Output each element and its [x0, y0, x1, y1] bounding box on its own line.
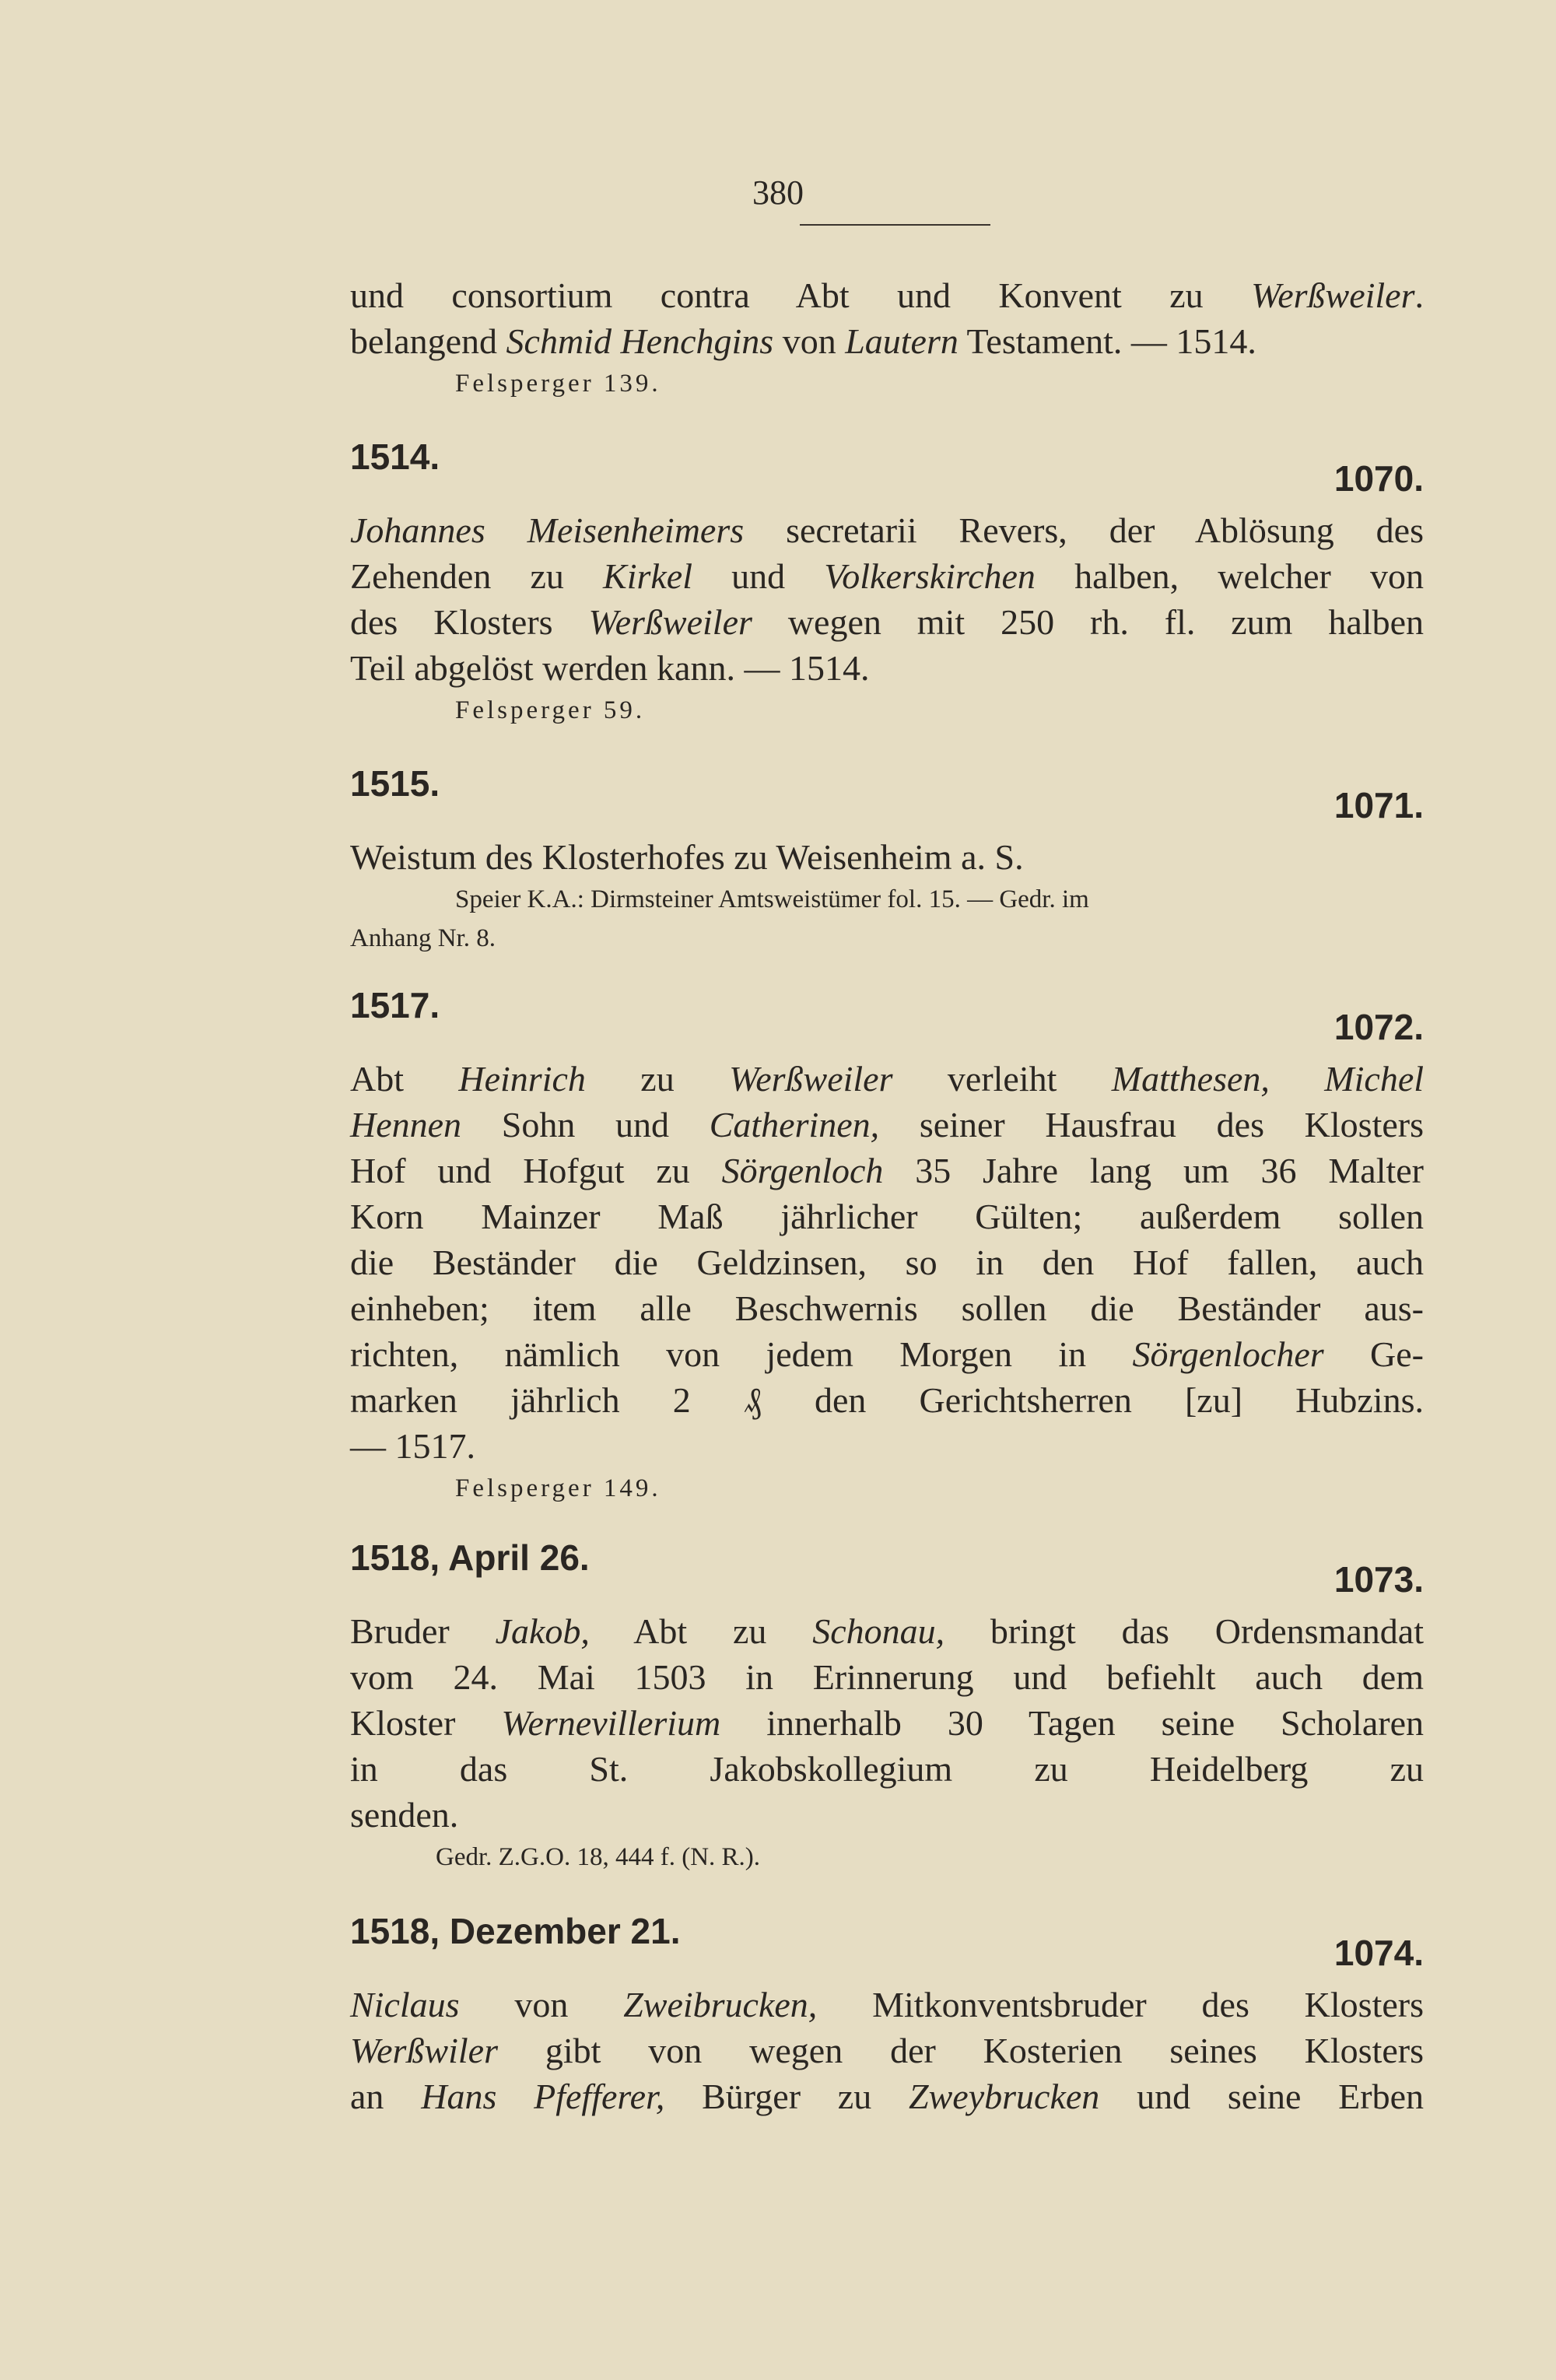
text-line: Zehenden zu Kirkel und Volkerskirchen halben, welcher von: [350, 556, 1425, 596]
entry-number: 1070.: [1333, 458, 1424, 499]
text-line: einheben; item alle Beschwernis sollen die Beständer aus-: [350, 1288, 1424, 1328]
text-line: des Klosters Werßweiler wegen mit 250 rh. fl. zum halben: [350, 602, 1425, 642]
entry-1071: [350, 762, 1424, 958]
text-line: die Beständer die Geldzinsen, so in den Hof fallen, auch: [350, 1243, 1424, 1282]
entry-1073: [350, 1537, 1424, 1877]
entry-date: 1517.: [350, 985, 440, 1025]
text-line: vom 24. Mai 1503 in Erinnerung und befiehlt auch dem: [350, 1657, 1424, 1697]
source-citation: Speier K.A.: Dirmsteiner Amtsweistümer fol. 15. — Gedr. im: [455, 885, 1089, 913]
text-line: Korn Mainzer Maß jährlicher Gülten; außerdem sollen: [350, 1197, 1424, 1236]
text-line: richten, nämlich von jedem Morgen in Sörgenlocher Ge-: [350, 1334, 1424, 1374]
text-line: in das St. Jakobskollegium zu Heidelberg zu: [350, 1749, 1424, 1789]
entry-number: 1073.: [1333, 1559, 1424, 1600]
text-line: Teil abgelöst werden kann. — 1514.: [350, 648, 870, 688]
source-citation: Gedr. Z.G.O. 18, 444 f. (N. R.).: [436, 1843, 761, 1871]
text-line: Bruder Jakob, Abt zu Schonau, bringt das Ordensmandat: [350, 1611, 1424, 1651]
page-number-rule: [800, 224, 990, 226]
text-line: Hof und Hofgut zu Sörgenloch 35 Jahre lang um 36 Malter: [350, 1151, 1424, 1190]
entry-1074: [350, 1910, 1424, 2119]
intro-continuation: [350, 272, 1424, 403]
page-number: 380: [752, 174, 804, 212]
text-line: marken jährlich 2 ₰ den Gerichtsherren [zu] Hubzins.: [350, 1380, 1424, 1420]
source-citation: Felsperger 149.: [455, 1474, 661, 1502]
text-line: Abt Heinrich zu Werßweiler verleiht Matthesen, Michel: [350, 1059, 1425, 1099]
text-line: senden.: [350, 1795, 459, 1835]
entry-date: 1514.: [350, 436, 440, 477]
text-line: belangend Schmid Henchgins von Lautern Testament. — 1514.: [350, 321, 1256, 361]
source-citation: Felsperger 59.: [455, 696, 646, 724]
text-line: Weistum des Klosterhofes zu Weisenheim a. S.: [350, 837, 1024, 877]
text-line: Hennen Sohn und Catherinen, seiner Hausfrau des Klosters: [350, 1105, 1424, 1144]
entry-1072: [350, 984, 1424, 1508]
source-citation: Anhang Nr. 8.: [350, 924, 496, 952]
text-line: an Hans Pfefferer, Bürger zu Zweybrucken und seine Erben: [350, 2077, 1425, 2116]
entry-1070: [350, 436, 1424, 730]
entry-number: 1071.: [1333, 785, 1424, 825]
text-line: Johannes Meisenheimers secretarii Revers, der Ablösung des: [350, 510, 1424, 550]
text-line: — 1517.: [350, 1426, 475, 1466]
source-citation: Felsperger 139.: [455, 370, 661, 398]
entry-date: 1518, April 26.: [350, 1537, 590, 1578]
entry-number: 1072.: [1333, 1007, 1424, 1047]
text-line: Werßwiler gibt von wegen der Kosterien seines Klosters: [350, 2031, 1424, 2070]
entry-date: 1515.: [350, 763, 440, 804]
entry-number: 1074.: [1333, 1933, 1424, 1973]
text-line: und consortium contra Abt und Konvent zu Werßweiler.: [350, 275, 1424, 315]
text-line: Kloster Wernevillerium innerhalb 30 Tagen seine Scholaren: [350, 1703, 1424, 1743]
text-line: Niclaus von Zweibrucken, Mitkonventsbruder des Klosters: [350, 1985, 1424, 2024]
entry-date: 1518, Dezember 21.: [350, 1911, 681, 1951]
